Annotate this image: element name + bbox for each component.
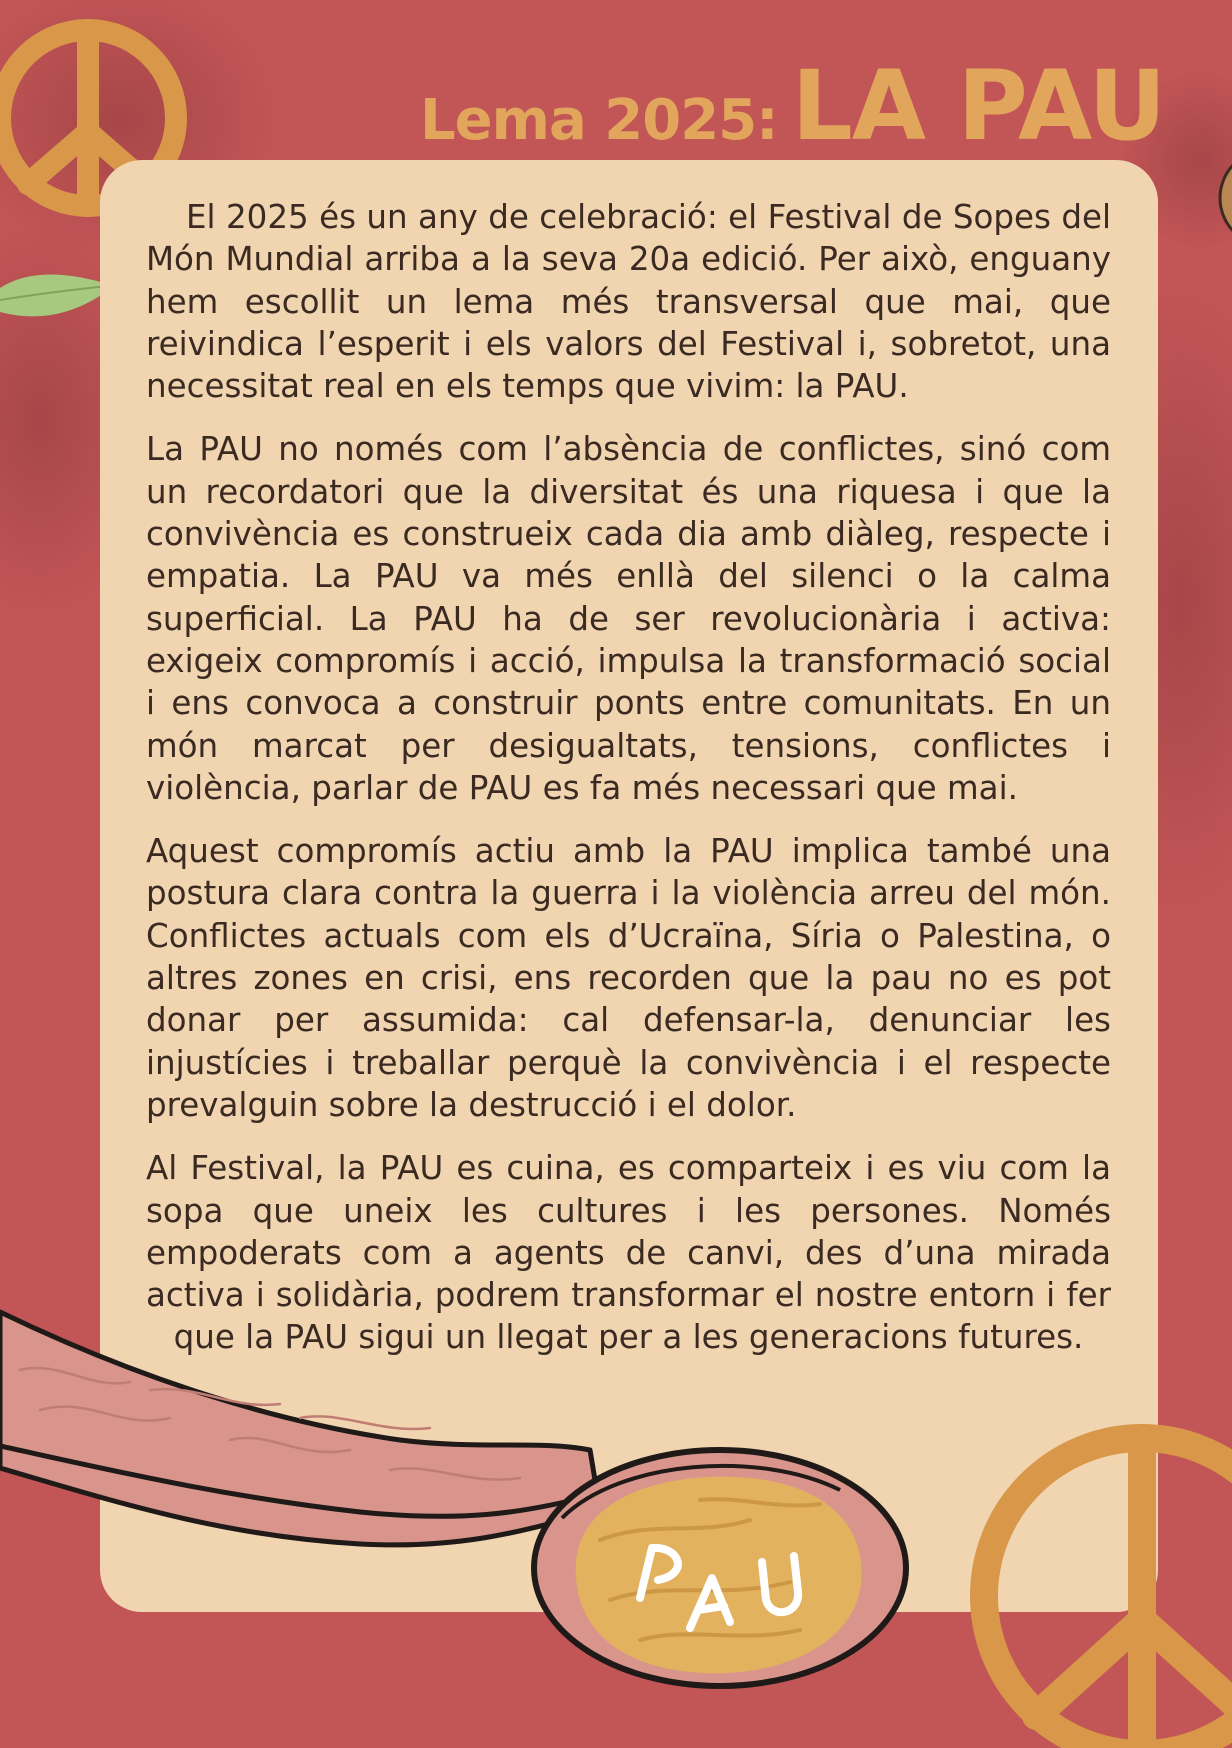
decorative-circle-icon bbox=[1212, 148, 1232, 248]
paragraph-4: Al Festival, la PAU es cuina, es comparteix i es viu com la sopa que uneix les cultures i les persones. Només empoderats com a agents de canvi, des d’una mirada activa i solidària, podrem transformar el nostre entorn i fer que la PAU sigui un llegat per a les generacions futures. bbox=[146, 1149, 1111, 1357]
paragraph-2: La PAU no només com l’absència de conflictes, sinó com un recordatori que la diversitat és una riquesa i que la convivència es construeix cada dia amb diàleg, respecte i empatia. La PAU va més enllà del silenci o la calma superficial. La PAU ha de ser revolucionària i activa: exigeix compromís i acció, impulsa la transformació social i ens convoca a construir ponts entre comunitats. En un món marcat per desigualtats, tensions, conflictes i violència, parlar de PAU es fa més necessari que mai. bbox=[146, 430, 1111, 807]
wooden-spoon-icon bbox=[0, 1300, 920, 1710]
peace-sign-icon bbox=[962, 1420, 1232, 1748]
title-main: LA PAU bbox=[791, 50, 1166, 162]
paragraph-3: Aquest compromís actiu amb la PAU implica també una postura clara contra la guerra i la violència arreu del món. Conflictes actuals com els d’Ucraïna, Síria o Palestina, o altres zones en crisi, ens recorden que la pau no es pot donar per assumida: cal defensar-la, denunciar les injustícies i treballar perquè la convivència i el respecte prevalguin sobre la destrucció i el dolor. bbox=[146, 832, 1111, 1124]
page-title bbox=[420, 50, 1166, 180]
body-text bbox=[146, 196, 1111, 1359]
paragraph-1: El 2025 és un any de celebració: el Festival de Sopes del Món Mundial arriba a la seva 20a edició. Per això, enguany hem escollit un lema més transversal que mai, que reivindica l’esperit i els valors del Festival i, sobretot, una necessitat real en els temps que vivim: la PAU. bbox=[146, 198, 1111, 406]
title-prefix: Lema 2025: bbox=[420, 88, 778, 153]
